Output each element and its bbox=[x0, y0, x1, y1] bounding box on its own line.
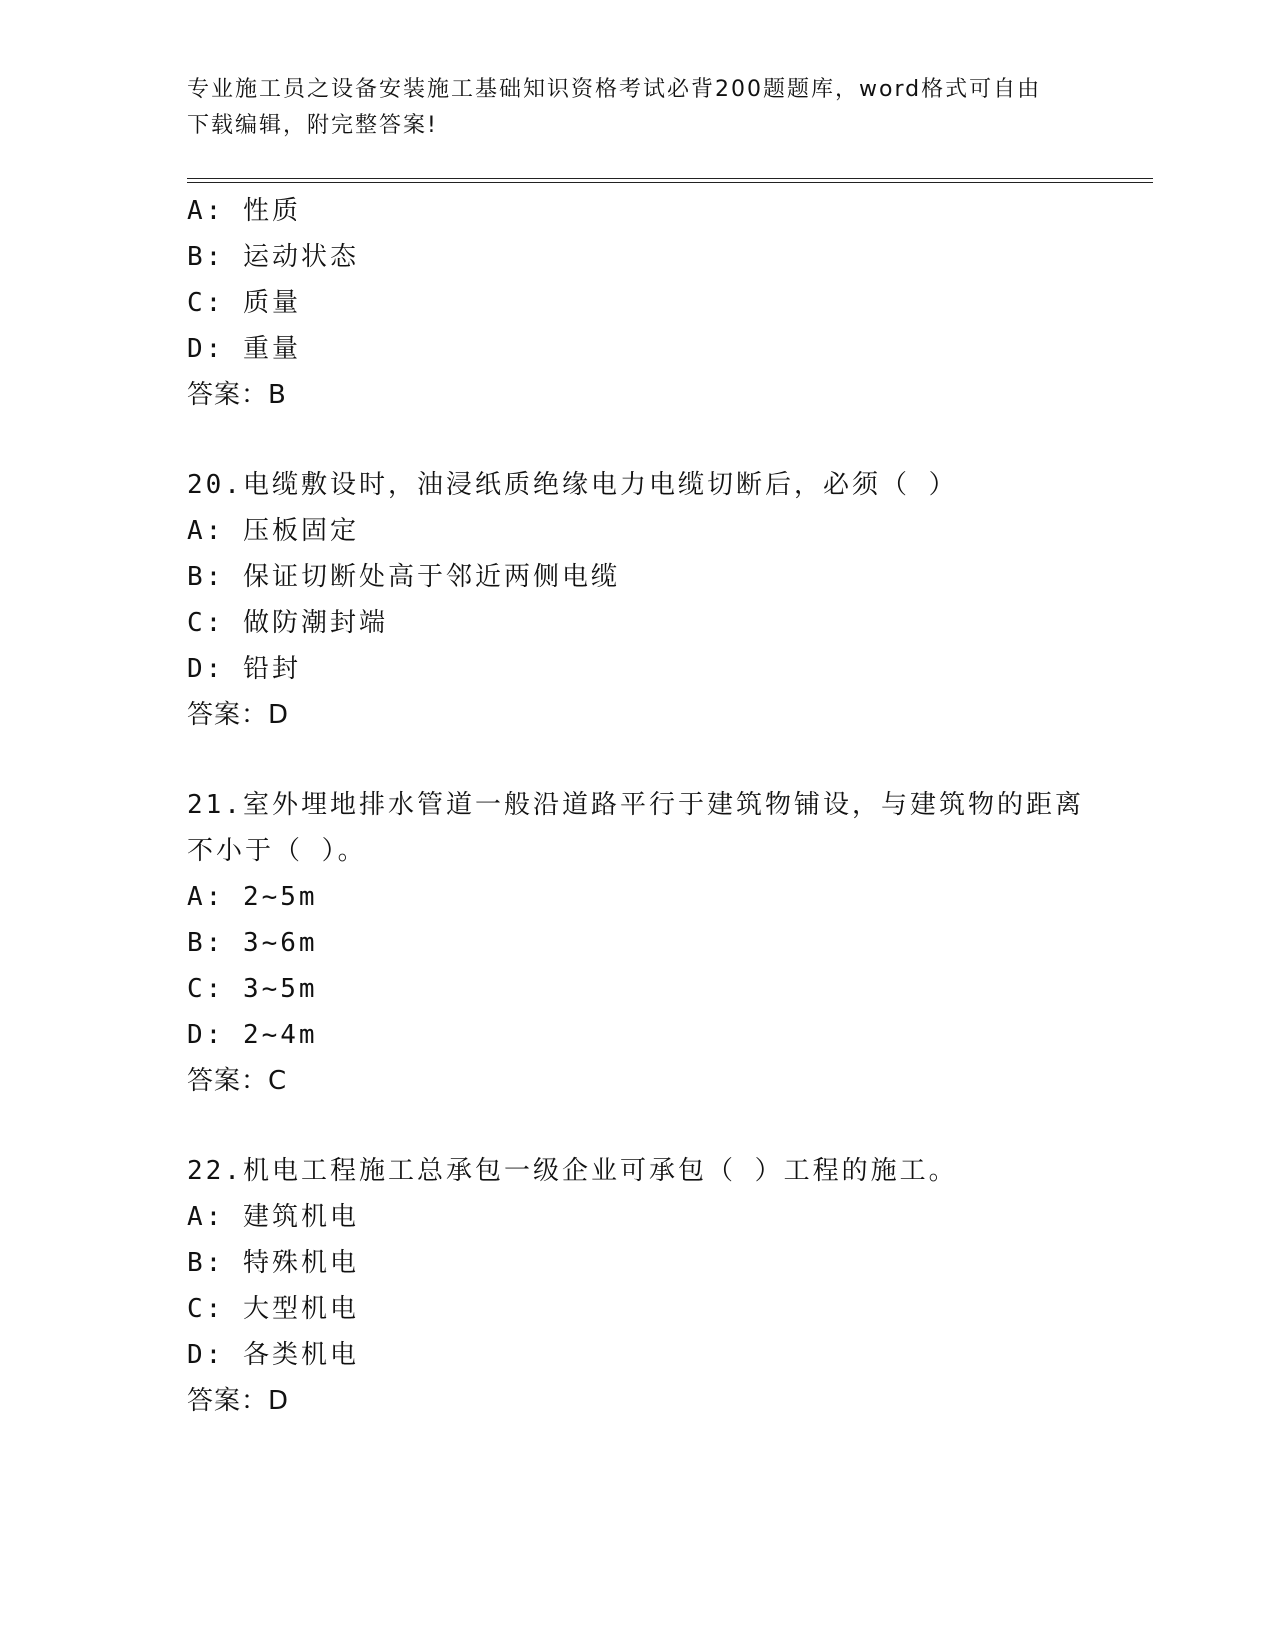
option-c: C: 大型机电 bbox=[187, 1294, 359, 1324]
question-block-22 bbox=[187, 1148, 1117, 1424]
question-list bbox=[187, 188, 1117, 1424]
option-c: C: 3~5m bbox=[187, 974, 318, 1004]
answer-line: 答案：D bbox=[187, 700, 290, 730]
option-a: A: 建筑机电 bbox=[187, 1202, 359, 1232]
header-line-1: 专业施工员之设备安装施工基础知识资格考试必背200题题库，word格式可自由 bbox=[187, 77, 1042, 102]
option-d: D: 铅封 bbox=[187, 654, 301, 684]
option-b: B: 运动状态 bbox=[187, 242, 359, 272]
spacer bbox=[187, 1104, 1117, 1148]
option-d: D: 2~4m bbox=[187, 1020, 318, 1050]
question-text: 21.室外埋地排水管道一般沿道路平行于建筑物铺设，与建筑物的距离 bbox=[187, 790, 1084, 820]
header-divider-top bbox=[187, 178, 1153, 179]
option-b: B: 3~6m bbox=[187, 928, 318, 958]
spacer bbox=[187, 418, 1117, 462]
option-d: D: 重量 bbox=[187, 334, 301, 364]
question-block-21 bbox=[187, 782, 1117, 1104]
option-b: B: 保证切断处高于邻近两侧电缆 bbox=[187, 562, 620, 592]
option-a: A: 2~5m bbox=[187, 882, 318, 912]
question-block-20 bbox=[187, 462, 1117, 738]
question-text: 20.电缆敷设时，油浸纸质绝缘电力电缆切断后，必须（ ） bbox=[187, 470, 958, 500]
option-a: A: 性质 bbox=[187, 196, 301, 226]
option-c: C: 做防潮封端 bbox=[187, 608, 388, 638]
question-text-continued: 不小于（ ）。 bbox=[187, 836, 367, 866]
option-c: C: 质量 bbox=[187, 288, 301, 318]
answer-line: 答案：B bbox=[187, 380, 287, 410]
header-divider-bottom bbox=[187, 182, 1153, 183]
answer-line: 答案：D bbox=[187, 1386, 290, 1416]
option-d: D: 各类机电 bbox=[187, 1340, 359, 1370]
document-header bbox=[187, 72, 1087, 144]
option-a: A: 压板固定 bbox=[187, 516, 359, 546]
header-line-2: 下载编辑，附完整答案! bbox=[187, 113, 438, 138]
question-block-19 bbox=[187, 188, 1117, 418]
answer-line: 答案：C bbox=[187, 1066, 288, 1096]
spacer bbox=[187, 738, 1117, 782]
question-text: 22.机电工程施工总承包一级企业可承包（ ）工程的施工。 bbox=[187, 1156, 958, 1186]
option-b: B: 特殊机电 bbox=[187, 1248, 359, 1278]
